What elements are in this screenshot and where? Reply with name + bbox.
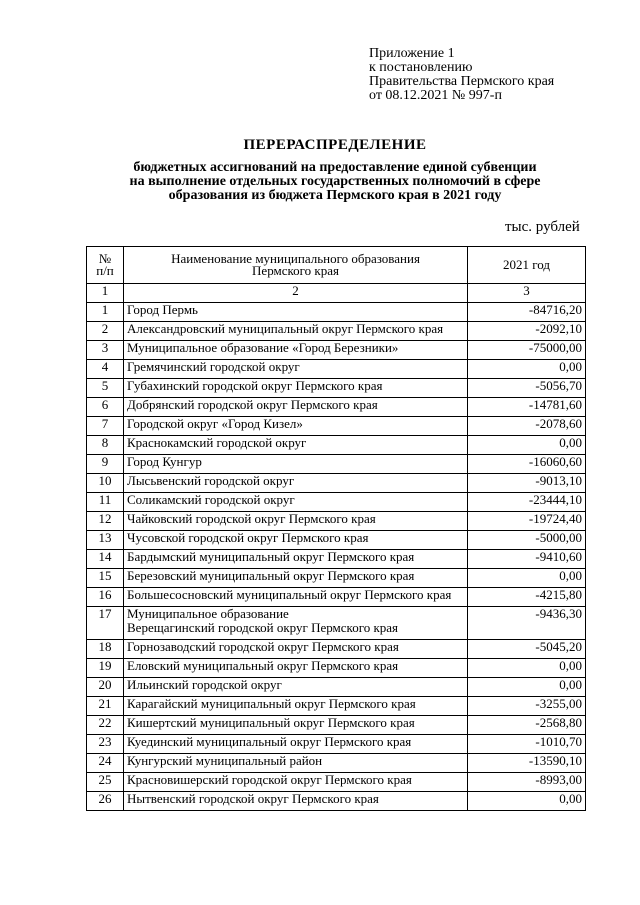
table-row	[87, 659, 586, 678]
table-row	[87, 493, 586, 512]
row-amount: -9013,10	[468, 474, 586, 493]
row-name-line: Нытвенский городской округ Пермского края	[127, 791, 379, 806]
row-name-line: Муниципальное образование «Город Березники»	[127, 340, 399, 355]
row-name-line: Губахинский городской округ Пермского края	[127, 378, 383, 393]
appendix-line: Правительства Пермского края	[369, 74, 555, 89]
row-number: 1	[87, 303, 124, 322]
table-row	[87, 773, 586, 792]
row-amount: 0,00	[468, 436, 586, 455]
row-number: 16	[87, 588, 124, 607]
row-number: 18	[87, 640, 124, 659]
row-amount: 0,00	[468, 569, 586, 588]
table-row	[87, 697, 586, 716]
row-amount: -3255,00	[468, 697, 586, 716]
row-number: 3	[87, 341, 124, 360]
row-name	[124, 754, 468, 773]
row-name-line: Соликамский городской округ	[127, 492, 295, 507]
row-amount: -23444,10	[468, 493, 586, 512]
row-name-line: Гремячинский городской округ	[127, 359, 300, 374]
column-number: 2	[124, 284, 468, 303]
header-name-line: Пермского края	[252, 263, 339, 278]
row-name-line: Березовский муниципальный округ Пермского края	[127, 568, 415, 583]
header-num-line: п/п	[96, 263, 114, 278]
row-name-line: Бардымский муниципальный округ Пермского края	[127, 549, 415, 564]
table-row	[87, 607, 586, 640]
row-number: 19	[87, 659, 124, 678]
row-name-line: Краснокамский городской округ	[127, 435, 307, 450]
row-number: 8	[87, 436, 124, 455]
row-name-line: Кишертский муниципальный округ Пермского края	[127, 715, 415, 730]
row-name	[124, 550, 468, 569]
row-name-line: Карагайский муниципальный округ Пермского края	[127, 696, 416, 711]
row-amount: -9410,60	[468, 550, 586, 569]
row-number: 24	[87, 754, 124, 773]
table-row	[87, 322, 586, 341]
row-amount: -16060,60	[468, 455, 586, 474]
row-name	[124, 455, 468, 474]
row-name-line: Верещагинский городской округ Пермского края	[127, 620, 399, 635]
row-name	[124, 512, 468, 531]
row-number: 4	[87, 360, 124, 379]
row-amount: -1010,70	[468, 735, 586, 754]
header-name-line: Наименование муниципального образования	[171, 251, 420, 266]
row-number: 10	[87, 474, 124, 493]
row-name	[124, 360, 468, 379]
table-body	[87, 303, 586, 811]
table-row	[87, 792, 586, 811]
row-number: 5	[87, 379, 124, 398]
row-name	[124, 398, 468, 417]
table-row	[87, 754, 586, 773]
appendix-line: к постановлению	[369, 60, 473, 75]
row-number: 14	[87, 550, 124, 569]
row-name	[124, 735, 468, 754]
row-amount: -84716,20	[468, 303, 586, 322]
row-name	[124, 531, 468, 550]
header-num-line: №	[98, 251, 112, 266]
row-name-line: Городской округ «Город Кизел»	[127, 416, 303, 431]
table-row	[87, 716, 586, 735]
unit-label: тыс. рублей	[505, 219, 580, 235]
table-row	[87, 417, 586, 436]
title-main: ПЕРЕРАСПРЕДЕЛЕНИЕ	[243, 137, 427, 153]
row-name	[124, 773, 468, 792]
row-name	[124, 493, 468, 512]
row-name-line: Город Кунгур	[127, 454, 202, 469]
row-number: 15	[87, 569, 124, 588]
row-name	[124, 436, 468, 455]
table-row	[87, 474, 586, 493]
row-name-line: Горнозаводский городской округ Пермского края	[127, 639, 399, 654]
row-amount: 0,00	[468, 678, 586, 697]
row-amount: -75000,00	[468, 341, 586, 360]
header-name	[124, 247, 468, 284]
row-number: 11	[87, 493, 124, 512]
table-row	[87, 360, 586, 379]
appendix-block	[369, 47, 554, 103]
row-name-line: Александровский муниципальный округ Пермского края	[127, 321, 444, 336]
row-name	[124, 303, 468, 322]
row-amount: -2092,10	[468, 322, 586, 341]
row-amount: -5000,00	[468, 531, 586, 550]
row-name	[124, 659, 468, 678]
row-name	[124, 474, 468, 493]
row-number: 21	[87, 697, 124, 716]
row-name-line: Ильинский городской округ	[127, 677, 282, 692]
row-amount: 0,00	[468, 659, 586, 678]
table-header-row	[87, 247, 586, 284]
table-row	[87, 341, 586, 360]
title-subtitle	[0, 161, 640, 203]
appendix-line: Приложение 1	[369, 46, 455, 61]
row-name-line: Добрянский городской округ Пермского края	[127, 397, 378, 412]
table-row	[87, 303, 586, 322]
header-num	[87, 247, 124, 284]
row-name-line: Лысьвенский городской округ	[127, 473, 295, 488]
row-name-line: Чусовской городской округ Пермского края	[127, 530, 369, 545]
row-amount: -4215,80	[468, 588, 586, 607]
row-name	[124, 569, 468, 588]
subtitle-line: образования из бюджета Пермского края в 2021 году	[168, 188, 502, 203]
row-amount: -2568,80	[468, 716, 586, 735]
row-amount: -14781,60	[468, 398, 586, 417]
row-amount: -5056,70	[468, 379, 586, 398]
row-name-line: Красновишерский городской округ Пермского края	[127, 772, 412, 787]
row-name-line: Муниципальное образование	[127, 606, 289, 621]
appendix-line: от 08.12.2021 № 997-п	[369, 88, 502, 103]
table-row	[87, 379, 586, 398]
table-row	[87, 512, 586, 531]
table-row	[87, 588, 586, 607]
row-name	[124, 417, 468, 436]
row-name	[124, 678, 468, 697]
row-name	[124, 379, 468, 398]
row-number: 9	[87, 455, 124, 474]
row-name	[124, 588, 468, 607]
row-amount: -8993,00	[468, 773, 586, 792]
budget-table	[86, 246, 586, 811]
column-number-row	[87, 284, 586, 303]
table-row	[87, 455, 586, 474]
row-name	[124, 716, 468, 735]
row-number: 23	[87, 735, 124, 754]
table-row	[87, 735, 586, 754]
row-number: 6	[87, 398, 124, 417]
row-amount: 0,00	[468, 360, 586, 379]
row-name-line: Чайковский городской округ Пермского края	[127, 511, 376, 526]
column-number: 1	[87, 284, 124, 303]
row-name	[124, 792, 468, 811]
row-name	[124, 640, 468, 659]
row-name-line: Еловский муниципальный округ Пермского края	[127, 658, 399, 673]
row-number: 2	[87, 322, 124, 341]
row-number: 20	[87, 678, 124, 697]
row-amount: -13590,10	[468, 754, 586, 773]
row-name-line: Город Пермь	[127, 302, 198, 317]
row-number: 17	[87, 607, 124, 640]
row-name-line: Большесосновский муниципальный округ Пермского края	[127, 587, 452, 602]
table-row	[87, 640, 586, 659]
row-number: 26	[87, 792, 124, 811]
row-number: 12	[87, 512, 124, 531]
subtitle-line: бюджетных ассигнований на предоставление единой субвенции	[133, 160, 537, 175]
table-row	[87, 678, 586, 697]
row-number: 7	[87, 417, 124, 436]
row-name	[124, 341, 468, 360]
table-row	[87, 398, 586, 417]
row-number: 25	[87, 773, 124, 792]
row-amount: -2078,60	[468, 417, 586, 436]
table-row	[87, 550, 586, 569]
table-row	[87, 436, 586, 455]
row-name-line: Куединский муниципальный округ Пермского края	[127, 734, 412, 749]
column-number: 3	[468, 284, 586, 303]
row-name	[124, 322, 468, 341]
row-name	[124, 697, 468, 716]
row-name	[124, 607, 468, 640]
row-amount: -19724,40	[468, 512, 586, 531]
row-number: 22	[87, 716, 124, 735]
document-title	[0, 137, 640, 203]
header-year: 2021 год	[468, 247, 586, 284]
row-amount: -9436,30	[468, 607, 586, 640]
row-amount: -5045,20	[468, 640, 586, 659]
table-row	[87, 569, 586, 588]
row-name-line: Кунгурский муниципальный район	[127, 753, 323, 768]
row-number: 13	[87, 531, 124, 550]
table-row	[87, 531, 586, 550]
subtitle-line: на выполнение отдельных государственных полномочий в сфере	[129, 174, 541, 189]
row-amount: 0,00	[468, 792, 586, 811]
